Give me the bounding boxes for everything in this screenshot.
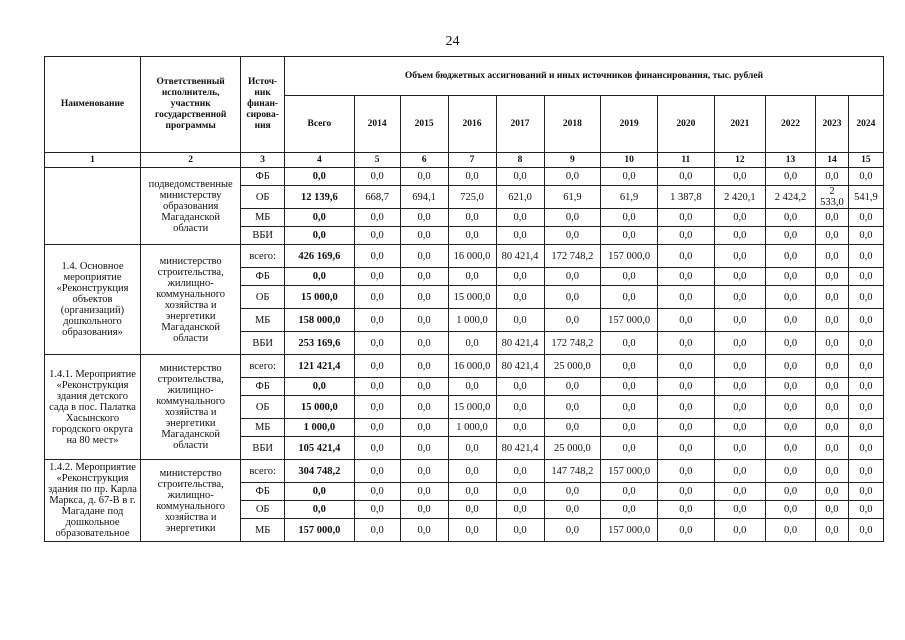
year-value-cell: 0,0 (848, 227, 883, 245)
year-value-cell: 172 748,2 (544, 332, 601, 355)
year-value-cell: 668,7 (354, 186, 400, 209)
year-value-cell: 0,0 (657, 227, 714, 245)
year-value-cell: 0,0 (714, 378, 765, 396)
year-value-cell: 0,0 (496, 209, 544, 227)
year-value-cell: 0,0 (657, 501, 714, 519)
year-value-cell: 0,0 (354, 396, 400, 419)
column-number: 10 (601, 153, 658, 168)
funding-source: ВБИ (241, 227, 285, 245)
year-value-cell: 0,0 (448, 168, 496, 186)
year-value-cell: 0,0 (714, 355, 765, 378)
year-value-cell: 0,0 (848, 460, 883, 483)
year-value-cell: 0,0 (448, 483, 496, 501)
year-value-cell: 0,0 (765, 355, 815, 378)
year-value-cell: 1 387,8 (657, 186, 714, 209)
year-value-cell: 0,0 (848, 309, 883, 332)
year-value-cell: 0,0 (848, 483, 883, 501)
year-value-cell: 0,0 (765, 460, 815, 483)
year-value-cell: 0,0 (848, 396, 883, 419)
year-value-cell: 0,0 (714, 332, 765, 355)
header-total: Всего (284, 96, 354, 153)
column-number: 11 (657, 153, 714, 168)
year-value-cell: 0,0 (714, 309, 765, 332)
table-row (45, 460, 884, 483)
total-cell: 121 421,4 (284, 355, 354, 378)
year-value-cell: 0,0 (657, 286, 714, 309)
year-value-cell: 0,0 (544, 309, 601, 332)
year-value-cell: 0,0 (400, 396, 448, 419)
column-number: 6 (400, 153, 448, 168)
activity-name: 1.4.2. Мероприятие «Реконструкция здания по пр. Карла Маркса, д. 67-В в г. Магадане под дошкольное образовательное (45, 460, 141, 542)
column-number: 12 (714, 153, 765, 168)
year-value-cell: 0,0 (816, 332, 849, 355)
funding-source: ОБ (241, 186, 285, 209)
year-value-cell: 0,0 (714, 286, 765, 309)
year-value-cell: 0,0 (765, 245, 815, 268)
responsible-executor: министерство строительства, жилищно-коммунального хозяйства и энергетики Магаданской области (140, 245, 240, 355)
year-value-cell: 0,0 (765, 227, 815, 245)
year-value-cell: 0,0 (816, 245, 849, 268)
funding-source: МБ (241, 309, 285, 332)
year-value-cell: 0,0 (354, 355, 400, 378)
year-value-cell: 0,0 (714, 419, 765, 437)
year-value-cell: 0,0 (601, 268, 658, 286)
year-value-cell: 0,0 (496, 519, 544, 542)
year-value-cell: 0,0 (816, 378, 849, 396)
year-value-cell: 0,0 (496, 268, 544, 286)
responsible-executor: министерство строительства, жилищно-коммунального хозяйства и энергетики Магаданской области (140, 355, 240, 460)
year-value-cell: 0,0 (816, 355, 849, 378)
column-number: 13 (765, 153, 815, 168)
column-number: 5 (354, 153, 400, 168)
funding-source: ФБ (241, 378, 285, 396)
year-value-cell: 0,0 (657, 460, 714, 483)
year-value-cell: 157 000,0 (601, 460, 658, 483)
year-value-cell: 80 421,4 (496, 437, 544, 460)
year-value-cell: 0,0 (400, 268, 448, 286)
year-value-cell: 0,0 (657, 483, 714, 501)
year-value-cell: 80 421,4 (496, 332, 544, 355)
year-value-cell: 0,0 (400, 519, 448, 542)
funding-source: МБ (241, 419, 285, 437)
year-value-cell: 0,0 (816, 460, 849, 483)
year-value-cell: 0,0 (848, 437, 883, 460)
year-value-cell: 0,0 (816, 286, 849, 309)
year-value-cell: 0,0 (448, 460, 496, 483)
column-number: 4 (284, 153, 354, 168)
header-year: 2015 (400, 96, 448, 153)
funding-source: ОБ (241, 286, 285, 309)
year-value-cell: 0,0 (657, 437, 714, 460)
year-value-cell: 0,0 (848, 168, 883, 186)
total-cell: 0,0 (284, 227, 354, 245)
total-cell: 105 421,4 (284, 437, 354, 460)
year-value-cell: 0,0 (816, 419, 849, 437)
year-value-cell: 0,0 (657, 268, 714, 286)
year-value-cell: 0,0 (816, 519, 849, 542)
total-cell: 253 169,6 (284, 332, 354, 355)
year-value-cell: 0,0 (354, 309, 400, 332)
year-value-cell: 0,0 (816, 268, 849, 286)
year-value-cell: 61,9 (544, 186, 601, 209)
year-value-cell: 0,0 (496, 483, 544, 501)
year-value-cell: 0,0 (848, 332, 883, 355)
table-row (45, 355, 884, 378)
total-cell: 1 000,0 (284, 419, 354, 437)
column-number: 3 (241, 153, 285, 168)
year-value-cell: 0,0 (354, 227, 400, 245)
year-value-cell: 0,0 (657, 355, 714, 378)
year-value-cell: 0,0 (816, 483, 849, 501)
total-cell: 15 000,0 (284, 396, 354, 419)
year-value-cell: 0,0 (601, 355, 658, 378)
year-value-cell: 0,0 (816, 209, 849, 227)
year-value-cell: 0,0 (354, 483, 400, 501)
year-value-cell: 0,0 (848, 245, 883, 268)
year-value-cell: 0,0 (544, 419, 601, 437)
activity-name: 1.4.1. Мероприятие «Реконструкция здания детского сада в пос. Палатка Хасынского городского округа на 80 мест» (45, 355, 141, 460)
funding-source: всего: (241, 460, 285, 483)
year-value-cell: 0,0 (448, 501, 496, 519)
funding-source: ФБ (241, 268, 285, 286)
year-value-cell: 0,0 (601, 332, 658, 355)
year-value-cell: 0,0 (765, 268, 815, 286)
year-value-cell: 0,0 (848, 268, 883, 286)
year-value-cell: 0,0 (400, 227, 448, 245)
year-value-cell: 0,0 (848, 501, 883, 519)
total-cell: 0,0 (284, 168, 354, 186)
year-value-cell: 0,0 (496, 309, 544, 332)
header-year: 2022 (765, 96, 815, 153)
total-cell: 15 000,0 (284, 286, 354, 309)
year-value-cell: 0,0 (601, 396, 658, 419)
year-value-cell: 25 000,0 (544, 355, 601, 378)
total-cell: 426 169,6 (284, 245, 354, 268)
year-value-cell: 0,0 (765, 378, 815, 396)
funding-source: всего: (241, 355, 285, 378)
year-value-cell: 61,9 (601, 186, 658, 209)
year-value-cell: 0,0 (657, 378, 714, 396)
header-year: 2017 (496, 96, 544, 153)
funding-source: МБ (241, 519, 285, 542)
year-value-cell: 0,0 (714, 268, 765, 286)
year-value-cell: 0,0 (816, 227, 849, 245)
year-value-cell: 0,0 (657, 168, 714, 186)
year-value-cell: 0,0 (657, 209, 714, 227)
year-value-cell: 0,0 (544, 209, 601, 227)
column-number: 15 (848, 153, 883, 168)
header-year: 2020 (657, 96, 714, 153)
year-value-cell: 0,0 (816, 309, 849, 332)
year-value-cell: 0,0 (848, 378, 883, 396)
header-year: 2023 (816, 96, 849, 153)
year-value-cell: 0,0 (354, 437, 400, 460)
column-number: 1 (45, 153, 141, 168)
year-value-cell: 0,0 (496, 286, 544, 309)
year-value-cell: 0,0 (765, 209, 815, 227)
header-year: 2018 (544, 96, 601, 153)
year-value-cell: 0,0 (765, 419, 815, 437)
total-cell: 0,0 (284, 378, 354, 396)
year-value-cell: 2 533,0 (816, 186, 849, 209)
year-value-cell: 0,0 (400, 419, 448, 437)
funding-source: ОБ (241, 501, 285, 519)
year-value-cell: 0,0 (816, 396, 849, 419)
year-value-cell: 725,0 (448, 186, 496, 209)
year-value-cell: 0,0 (400, 332, 448, 355)
year-value-cell: 80 421,4 (496, 355, 544, 378)
activity-name: 1.4. Основное мероприятие «Реконструкция объектов (организаций) дошкольного образования» (45, 245, 141, 355)
year-value-cell: 0,0 (354, 460, 400, 483)
year-value-cell: 0,0 (765, 286, 815, 309)
year-value-cell: 0,0 (601, 378, 658, 396)
year-value-cell: 0,0 (657, 245, 714, 268)
year-value-cell: 0,0 (400, 286, 448, 309)
responsible-executor: министерство строительства, жилищно-коммунального хозяйства и энергетики (140, 460, 240, 542)
header-name: Наименование (45, 57, 141, 153)
header-year: 2016 (448, 96, 496, 153)
year-value-cell: 0,0 (544, 227, 601, 245)
year-value-cell: 147 748,2 (544, 460, 601, 483)
year-value-cell: 1 000,0 (448, 309, 496, 332)
year-value-cell: 172 748,2 (544, 245, 601, 268)
column-number: 2 (140, 153, 240, 168)
funding-source: всего: (241, 245, 285, 268)
year-value-cell: 157 000,0 (601, 519, 658, 542)
year-value-cell: 0,0 (765, 501, 815, 519)
year-value-cell: 0,0 (714, 501, 765, 519)
year-value-cell: 0,0 (400, 378, 448, 396)
year-value-cell: 0,0 (601, 227, 658, 245)
year-value-cell: 0,0 (601, 168, 658, 186)
year-value-cell: 0,0 (657, 332, 714, 355)
year-value-cell: 0,0 (714, 227, 765, 245)
year-value-cell: 0,0 (657, 309, 714, 332)
year-value-cell: 0,0 (816, 168, 849, 186)
year-value-cell: 157 000,0 (601, 309, 658, 332)
year-value-cell: 0,0 (496, 501, 544, 519)
year-value-cell: 541,9 (848, 186, 883, 209)
year-value-cell: 0,0 (714, 460, 765, 483)
year-value-cell: 0,0 (496, 227, 544, 245)
year-value-cell: 0,0 (496, 419, 544, 437)
table-row (45, 245, 884, 268)
total-cell: 0,0 (284, 501, 354, 519)
year-value-cell: 0,0 (714, 437, 765, 460)
year-value-cell: 0,0 (544, 286, 601, 309)
year-value-cell: 0,0 (714, 519, 765, 542)
total-cell: 0,0 (284, 209, 354, 227)
year-value-cell: 0,0 (848, 355, 883, 378)
year-value-cell: 0,0 (848, 519, 883, 542)
year-value-cell: 0,0 (400, 245, 448, 268)
header-executor: Ответственный исполнитель, участник государственной программы (140, 57, 240, 153)
year-value-cell: 0,0 (400, 460, 448, 483)
year-value-cell: 16 000,0 (448, 355, 496, 378)
year-value-cell: 0,0 (354, 209, 400, 227)
year-value-cell: 0,0 (601, 209, 658, 227)
year-value-cell: 0,0 (448, 209, 496, 227)
year-value-cell: 0,0 (657, 519, 714, 542)
year-value-cell: 0,0 (354, 419, 400, 437)
year-value-cell: 0,0 (544, 168, 601, 186)
year-value-cell: 0,0 (816, 501, 849, 519)
year-value-cell: 621,0 (496, 186, 544, 209)
column-number: 9 (544, 153, 601, 168)
year-value-cell: 0,0 (400, 309, 448, 332)
funding-source: ОБ (241, 396, 285, 419)
header-year: 2019 (601, 96, 658, 153)
year-value-cell: 0,0 (601, 419, 658, 437)
year-value-cell: 25 000,0 (544, 437, 601, 460)
year-value-cell: 0,0 (765, 437, 815, 460)
year-value-cell: 80 421,4 (496, 245, 544, 268)
year-value-cell: 0,0 (400, 483, 448, 501)
header-source: Источ-ник финан-сирова-ния (241, 57, 285, 153)
year-value-cell: 0,0 (544, 378, 601, 396)
year-value-cell: 0,0 (765, 396, 815, 419)
funding-source: ВБИ (241, 332, 285, 355)
year-value-cell: 0,0 (448, 227, 496, 245)
year-value-cell: 0,0 (448, 332, 496, 355)
year-value-cell: 0,0 (448, 519, 496, 542)
year-value-cell: 0,0 (765, 309, 815, 332)
header-year: 2024 (848, 96, 883, 153)
year-value-cell: 0,0 (765, 483, 815, 501)
total-cell: 0,0 (284, 268, 354, 286)
year-value-cell: 1 000,0 (448, 419, 496, 437)
year-value-cell: 0,0 (448, 437, 496, 460)
year-value-cell: 0,0 (544, 396, 601, 419)
year-value-cell: 0,0 (765, 519, 815, 542)
year-value-cell: 0,0 (496, 460, 544, 483)
total-cell: 157 000,0 (284, 519, 354, 542)
header-volume: Объем бюджетных ассигнований и иных источников финансирования, тыс. рублей (284, 57, 883, 96)
total-cell: 158 000,0 (284, 309, 354, 332)
year-value-cell: 0,0 (544, 268, 601, 286)
page-number: 24 (445, 34, 460, 49)
year-value-cell: 0,0 (400, 209, 448, 227)
responsible-executor: подведомственные министерству образования Магаданской области (140, 168, 240, 245)
year-value-cell: 0,0 (601, 437, 658, 460)
year-value-cell: 0,0 (714, 396, 765, 419)
header-year: 2021 (714, 96, 765, 153)
year-value-cell: 0,0 (496, 396, 544, 419)
year-value-cell: 0,0 (400, 355, 448, 378)
year-value-cell: 0,0 (765, 332, 815, 355)
budget-table (44, 56, 884, 542)
year-value-cell: 0,0 (714, 168, 765, 186)
funding-source: МБ (241, 209, 285, 227)
year-value-cell: 0,0 (354, 378, 400, 396)
total-cell: 12 139,6 (284, 186, 354, 209)
column-number: 14 (816, 153, 849, 168)
year-value-cell: 0,0 (400, 437, 448, 460)
year-value-cell: 0,0 (657, 396, 714, 419)
year-value-cell: 0,0 (544, 483, 601, 501)
activity-name (45, 168, 141, 245)
year-value-cell: 0,0 (601, 286, 658, 309)
column-number: 8 (496, 153, 544, 168)
header-year: 2014 (354, 96, 400, 153)
year-value-cell: 0,0 (714, 209, 765, 227)
year-value-cell: 0,0 (714, 483, 765, 501)
funding-source: ФБ (241, 483, 285, 501)
year-value-cell: 0,0 (400, 168, 448, 186)
total-cell: 304 748,2 (284, 460, 354, 483)
table-row (45, 168, 884, 186)
year-value-cell: 0,0 (714, 245, 765, 268)
year-value-cell: 0,0 (496, 168, 544, 186)
year-value-cell: 0,0 (765, 168, 815, 186)
year-value-cell: 0,0 (601, 501, 658, 519)
year-value-cell: 0,0 (848, 419, 883, 437)
year-value-cell: 0,0 (496, 378, 544, 396)
year-value-cell: 16 000,0 (448, 245, 496, 268)
year-value-cell: 0,0 (354, 168, 400, 186)
year-value-cell: 0,0 (354, 501, 400, 519)
year-value-cell: 0,0 (400, 501, 448, 519)
year-value-cell: 0,0 (848, 286, 883, 309)
year-value-cell: 0,0 (354, 332, 400, 355)
year-value-cell: 0,0 (657, 419, 714, 437)
year-value-cell: 157 000,0 (601, 245, 658, 268)
column-number: 7 (448, 153, 496, 168)
year-value-cell: 0,0 (544, 519, 601, 542)
year-value-cell: 0,0 (848, 209, 883, 227)
year-value-cell: 0,0 (544, 501, 601, 519)
year-value-cell: 2 420,1 (714, 186, 765, 209)
year-value-cell: 0,0 (816, 437, 849, 460)
funding-source: ФБ (241, 168, 285, 186)
year-value-cell: 15 000,0 (448, 286, 496, 309)
year-value-cell: 694,1 (400, 186, 448, 209)
year-value-cell: 0,0 (448, 378, 496, 396)
year-value-cell: 0,0 (354, 519, 400, 542)
total-cell: 0,0 (284, 483, 354, 501)
year-value-cell: 0,0 (354, 268, 400, 286)
year-value-cell: 0,0 (448, 268, 496, 286)
year-value-cell: 2 424,2 (765, 186, 815, 209)
year-value-cell: 0,0 (354, 245, 400, 268)
year-value-cell: 0,0 (601, 483, 658, 501)
year-value-cell: 0,0 (354, 286, 400, 309)
year-value-cell: 15 000,0 (448, 396, 496, 419)
funding-source: ВБИ (241, 437, 285, 460)
